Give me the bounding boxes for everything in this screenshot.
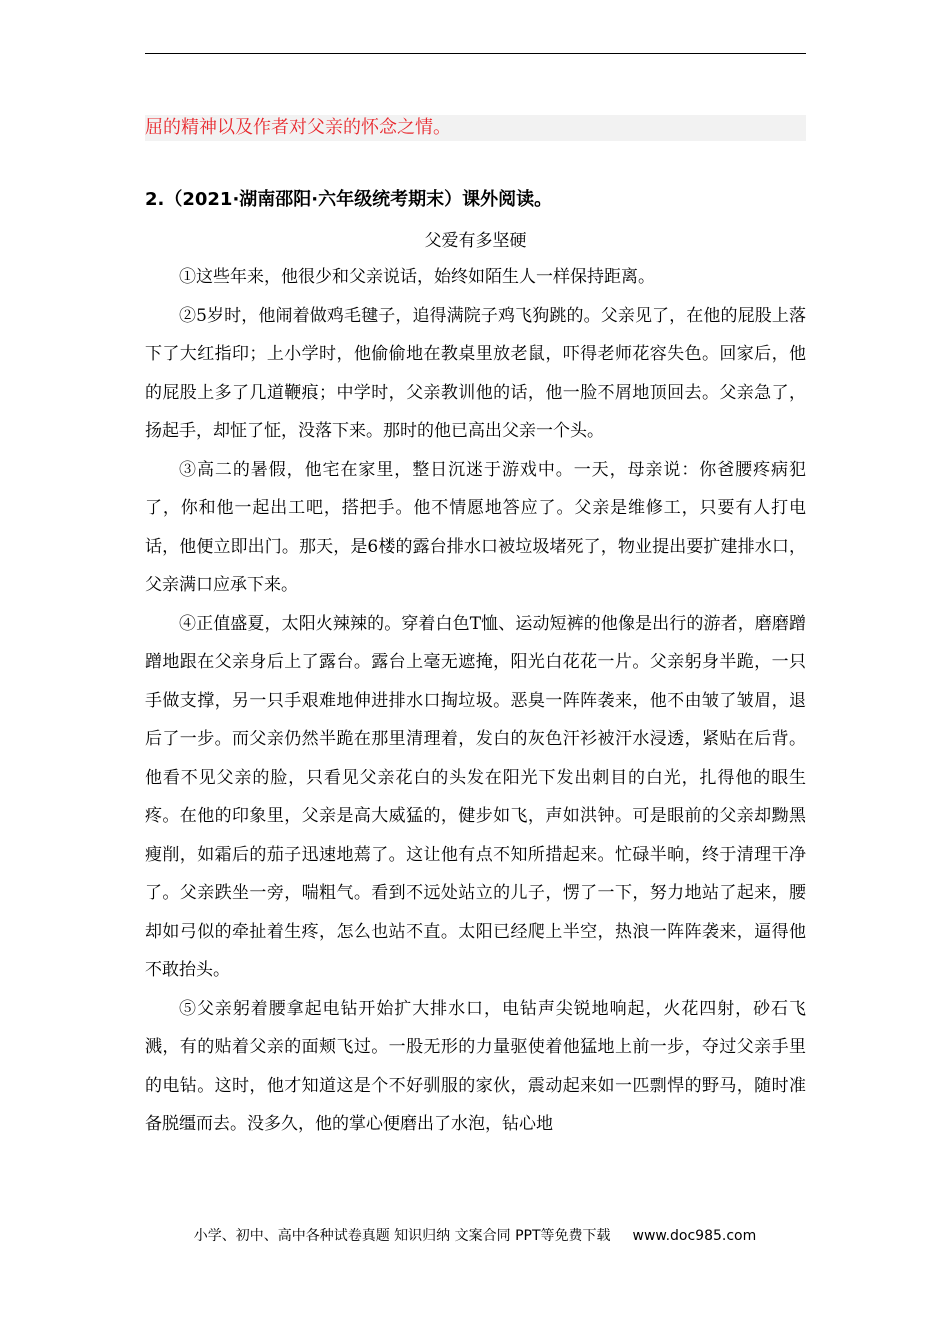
essay-paragraph-1: ①这些年来，他很少和父亲说话，始终如陌生人一样保持距离。 [179,267,655,287]
essay-paragraph-2: ②5岁时，他闹着做鸡毛毽子，追得满院子鸡飞狗跳的。父亲见了，在他的屁股上落下了大红指印；上小学时，他偷偷地在教桌里放老鼠，吓得老师花容失色。回家后，他的屁股上多了几道鞭痕；中学时，父亲教训他的话，他一脸不屑地顶回去。父亲急了，扬起手，却怔了怔，没落下来。那时的他已高出父亲一个头。 [145,305,806,441]
essay-body [145,258,806,1144]
question-title: 2.（2021·湖南邵阳·六年级统考期末）课外阅读。 [145,189,553,210]
footer-text: 小学、初中、高中各种试卷真题 知识归纳 文案合同 PPT等免费下载 [193,1228,611,1244]
header-rule [145,53,806,54]
essay-paragraph-4: ④正值盛夏，太阳火辣辣的。穿着白色T恤、运动短裤的他像是出行的游者，磨磨蹭蹭地跟在父亲身后上了露台。露台上毫无遮掩，阳光白花花一片。父亲躬身半跪，一只手做支撑，另一只手艰难地伸进排水口掏垃圾。恶臭一阵阵袭来，他不由皱了皱眉，退后了一步。而父亲仍然半跪在那里清理着，发白的灰色汗衫被汗水浸透，紧贴在后背。他看不见父亲的脸，只看见父亲花白的头发在阳光下发出刺目的白光，扎得他的眼生疼。在他的印象里，父亲是高大威猛的，健步如飞，声如洪钟。可是眼前的父亲却黝黑瘦削，如霜后的茄子迅速地蔫了。这让他有点不知所措起来。忙碌半晌，终于清理干净了。父亲跌坐一旁，喘粗气。看到不远处站立的儿子，愣了一下，努力地站了起来，腰却如弓似的牵扯着生疼，怎么也站不直。太阳已经爬上半空，热浪一阵阵袭来，逼得他不敢抬头。 [145,613,806,980]
essay-paragraph-3: ③高二的暑假，他宅在家里，整日沉迷于游戏中。一天，母亲说：你爸腰疼病犯了，你和他一起出工吧，搭把手。他不情愿地答应了。父亲是维修工，只要有人打电话，他便立即出门。那天，是6楼的露台排水口被垃圾堵死了，物业提出要扩建排水口，父亲满口应承下来。 [145,459,806,595]
footer-site-link[interactable]: www.doc985.com [632,1228,757,1244]
page-footer [0,1224,950,1248]
answer-text: 屈的精神以及作者对父亲的怀念之情。 [145,115,806,141]
essay-title: 父爱有多坚硬 [424,231,527,251]
essay-paragraph-5: ⑤父亲躬着腰拿起电钻开始扩大排水口，电钻声尖锐地响起，火花四射，砂石飞溅，有的贴着父亲的面颊飞过。一股无形的力量驱使着他猛地上前一步，夺过父亲手里的电钻。这时，他才知道这是个不好驯服的家伙，震动起来如一匹剽悍的野马，随时准备脱缰而去。没多久，他的掌心便磨出了水泡，钻心地 [145,998,806,1134]
